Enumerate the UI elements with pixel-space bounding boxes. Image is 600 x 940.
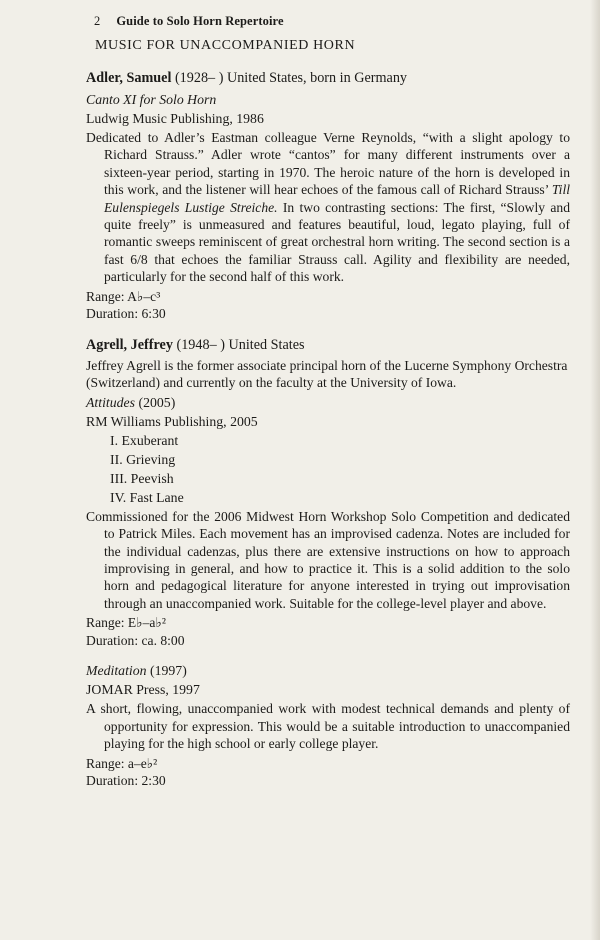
movement-list [86,431,570,507]
composer-heading [86,70,570,87]
work-duration: Duration: ca. 8:00 [86,632,185,648]
work-description: A short, flowing, unaccompanied work with modest technical demands and plenty of opportunity for expression. This would be a suitable introduction to unaccompanied playing for the high school or early college player. [86,701,570,752]
composer-entry [86,337,570,790]
work-publisher: RM Williams Publishing, 2005 [86,413,258,429]
running-head [94,14,570,29]
work-item [86,90,570,323]
work-range: Range: A♭–c³ [86,288,161,304]
composer-info: (1928– ) United States, born in Germany [174,70,408,86]
work-description: Commissioned for the 2006 Midwest Horn Workshop Solo Competition and dedicated to Patrick Miles. Each movement has an improvised cadenza. Notes are included for the individual cadenzas, plus there are extensive instructions on how to approach improvising in general, and how to practice it. This is a solid addition to the solo horn and pedagogical literature for anyone interested in trying out improvisation through an unaccompanied work. Suitable for the college-level player and above. [86,508,570,611]
composer-bio: Jeffrey Agrell is the former associate principal horn of the Lucerne Symphony Orchestra (Switzerland) and currently on the faculty at the University of Iowa. [86,357,568,390]
work-description: Dedicated to Adler’s Eastman colleague Verne Reynolds, “with a slight apology to Richard Strauss.” Adler wrote “cantos” for many different instruments over a sixteen-year period, starting in 1970. The heroic nature of the horn is developed in this work, and the listener will hear echoes of the famous call of Richard Strauss’ Till Eulenspiegels Lustige Streiche. In two contrasting sections: The first, “Slowly and quite freely” is unmeasured and features beautiful, loud, legato playing, full of romantic sweeps reminiscent of great orchestral horn writing. The second section is a fast 6/8 that echoes the familiar Strauss call. Agility and flexibility are needed, particularly for the second half of this work. [86,130,570,285]
work-item [86,661,570,789]
work-duration: Duration: 6:30 [86,306,166,322]
page-number: 2 [94,14,101,28]
movement-item: I. Exuberant [110,432,179,448]
page-edge-shadow [590,0,600,940]
movement-item: II. Grieving [110,451,176,467]
work-publisher: JOMAR Press, 1997 [86,682,200,698]
composer-heading [86,337,570,354]
composer-info: (1948– ) United States [176,336,305,353]
movement-item: III. Peevish [110,470,174,486]
work-range: Range: E♭–a♭² [86,615,166,631]
composer-name: Adler, Samuel [86,70,172,86]
section-title: MUSIC FOR UNACCOMPANIED HORN [95,38,356,53]
work-title: Canto XI for Solo Horn [86,92,217,107]
work-publisher: Ludwig Music Publishing, 1986 [86,111,264,126]
work-title: Attitudes (2005) [86,394,176,410]
composer-entry [86,70,570,323]
running-title: Guide to Solo Horn Repertoire [116,14,284,28]
work-item [86,393,570,650]
composer-name: Agrell, Jeffrey [86,336,173,353]
work-range: Range: a–e♭² [86,755,158,771]
work-title: Meditation (1997) [86,663,187,679]
work-duration: Duration: 2:30 [86,773,166,789]
movement-item: IV. Fast Lane [110,489,184,505]
